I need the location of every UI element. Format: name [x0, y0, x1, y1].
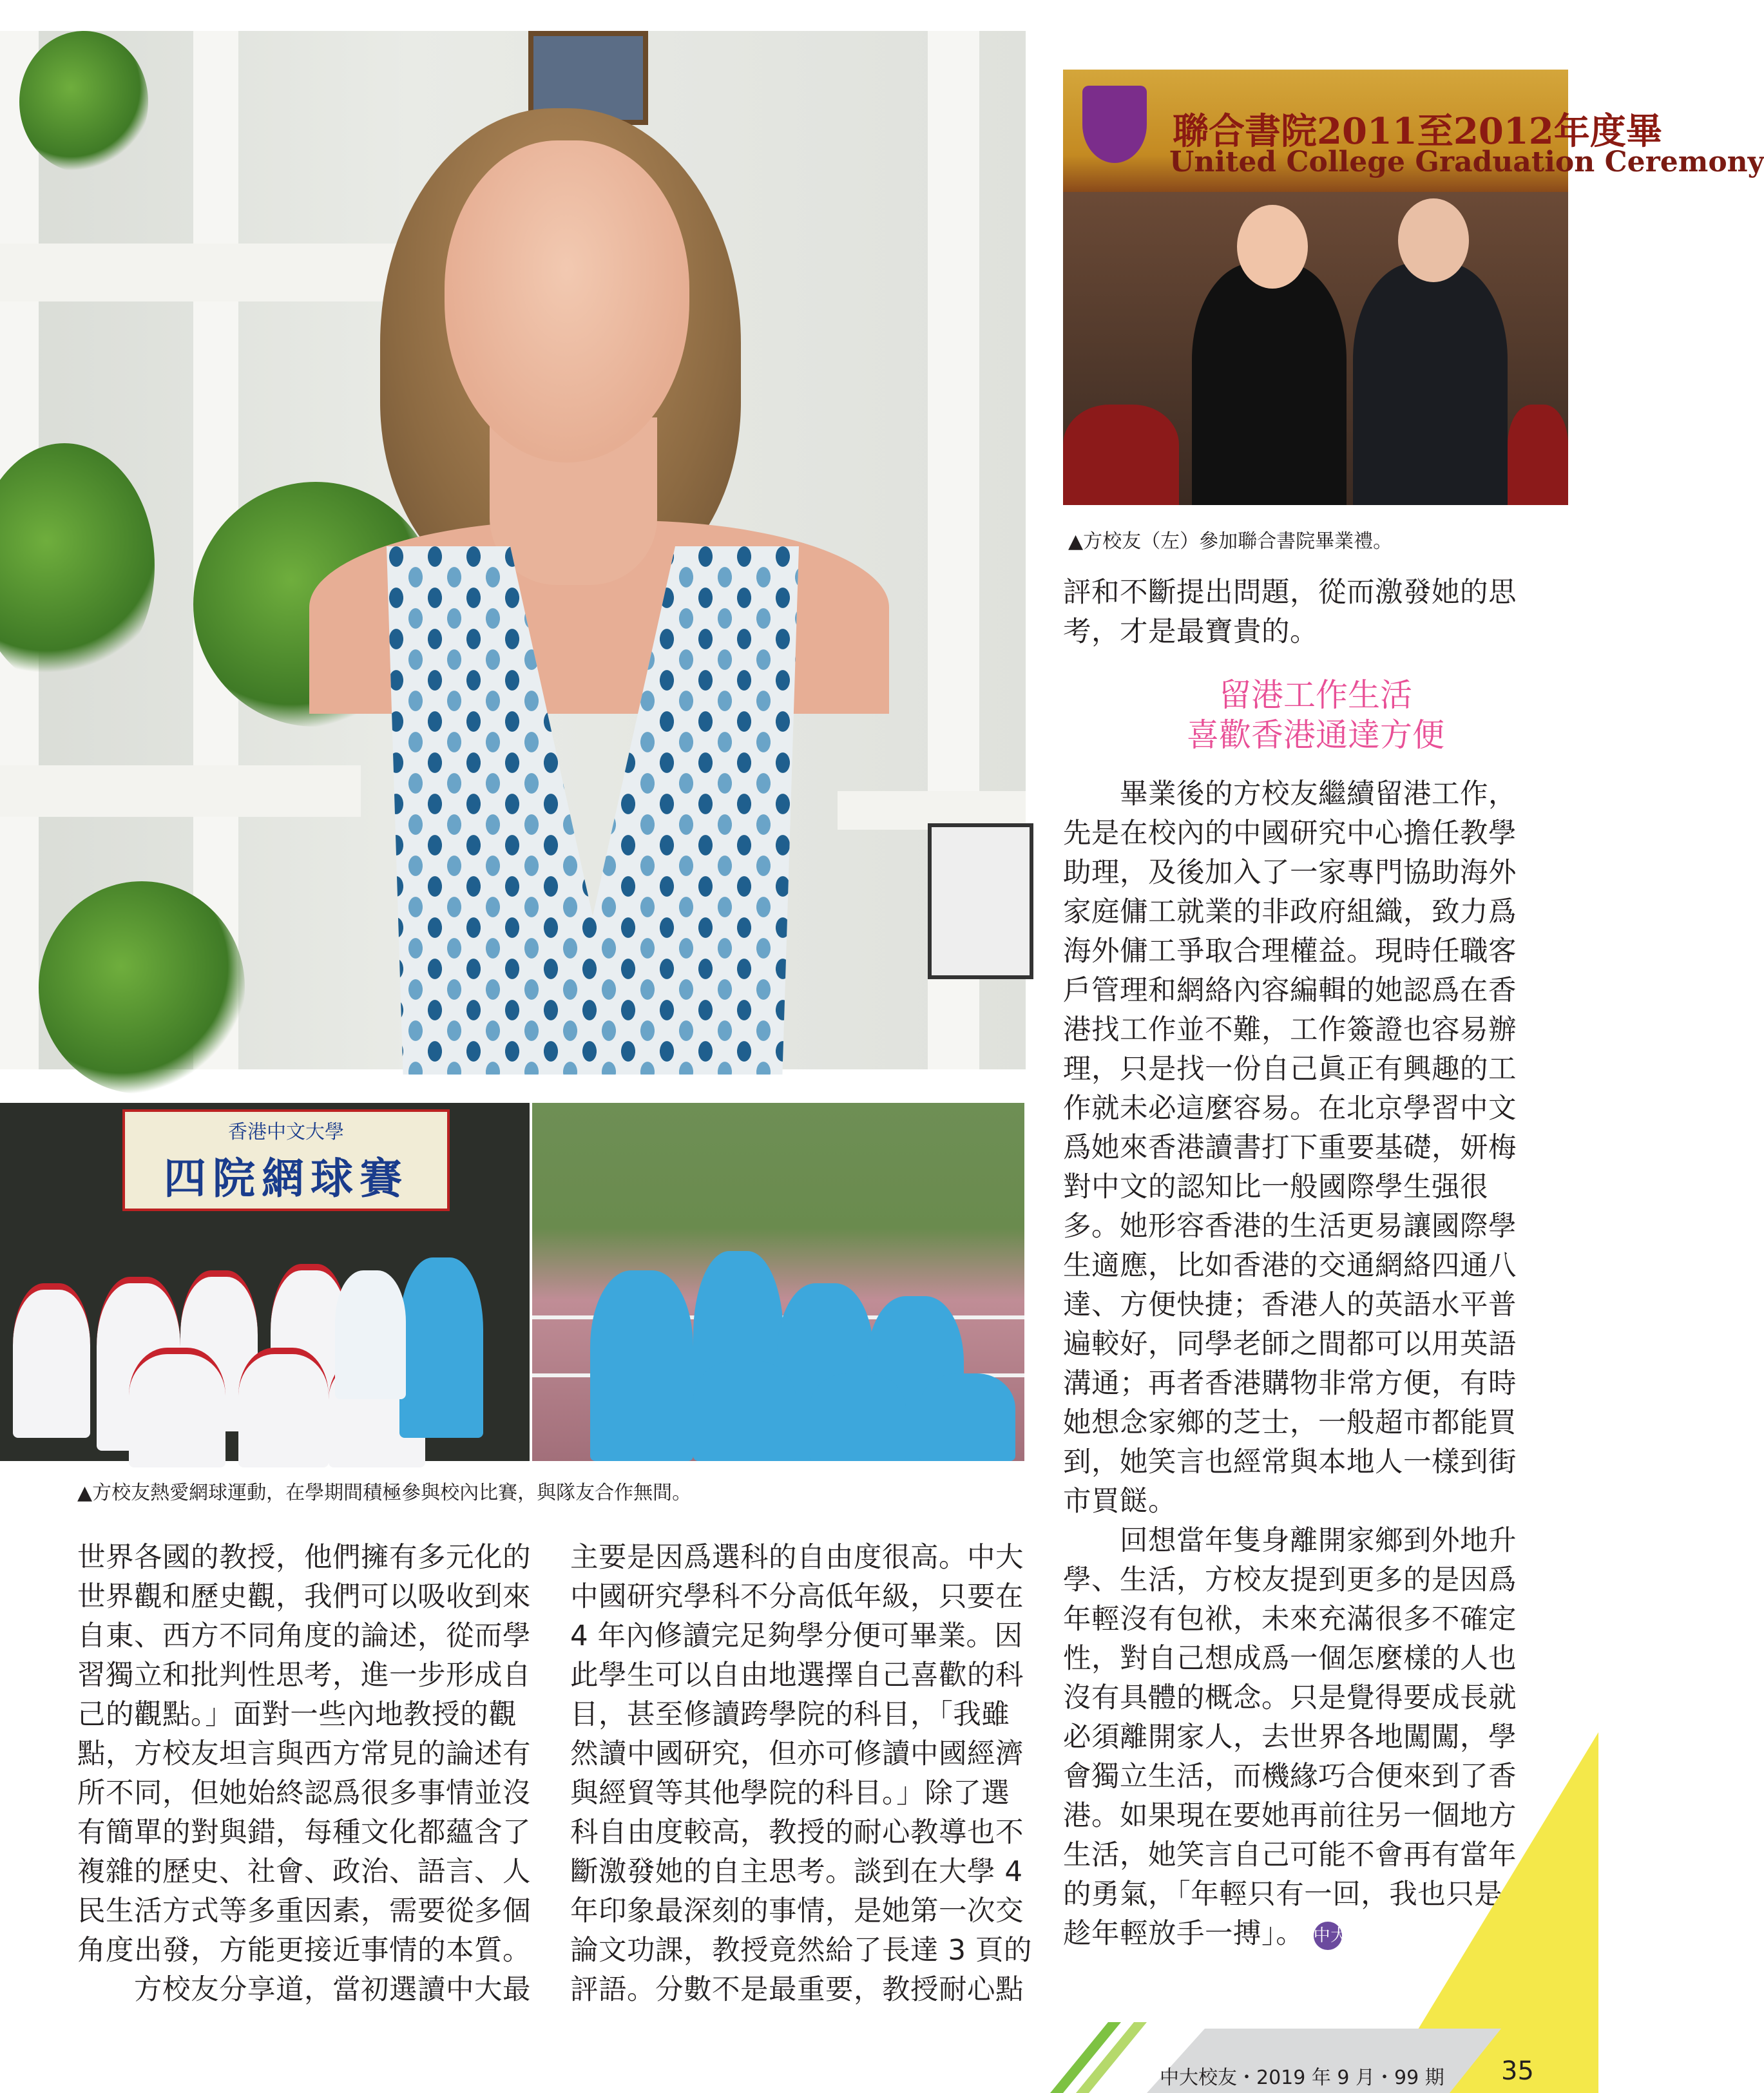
text-line: 方校友分享道，當初選讀中大最: [77, 1974, 531, 2006]
text-line: 回想當年隻身離開家鄉到外地升: [1063, 1525, 1517, 1557]
text-line: 複雜的歷史、社會、政治、語言、人: [77, 1856, 531, 1888]
subheading-line-1: 留港工作生活: [1219, 676, 1412, 714]
section-subheading: [1063, 675, 1568, 755]
graduation-caption: ▲方校友（左）參加聯合書院畢業禮。: [1068, 530, 1393, 553]
middle-column: [570, 1538, 1032, 2010]
text-line: 生活，她笑言自己可能不會再有當年: [1063, 1839, 1517, 1871]
text-line: 點，方校友坦言與西方常見的論述有: [77, 1738, 531, 1770]
tournament-banner: [122, 1109, 450, 1211]
officiator-head: [1398, 198, 1469, 282]
text-line: 遍較好，同學老師之間都可以用英語: [1063, 1328, 1517, 1361]
text-line: 爲她來香港讀書打下重要基礎，妍梅: [1063, 1132, 1517, 1164]
text-line: 世界觀和歷史觀，我們可以吸收到來: [77, 1581, 531, 1613]
plant-image: [19, 31, 148, 173]
page-number: 35: [1501, 2056, 1534, 2086]
audience-row: [1508, 405, 1568, 505]
banner-english-text: United College Graduation Ceremony: [1169, 146, 1764, 178]
banner-university-text: 香港中文大學: [228, 1121, 344, 1143]
official-figure: [335, 1270, 406, 1399]
portrait-photo: [0, 31, 1026, 1069]
text-line: 港。如果現在要她再前往另一個地方: [1063, 1800, 1517, 1832]
left-column: [77, 1538, 531, 2010]
player-figure: [238, 1348, 329, 1467]
text-line: 有簡單的對與錯，每種文化都蘊含了: [77, 1817, 531, 1849]
text-line: 角度出發，方能更接近事情的本質。: [77, 1935, 531, 1967]
player-figure: [13, 1283, 90, 1438]
text-line: 科自由度較高，教授的耐心教導也不: [570, 1817, 1024, 1849]
text-line: 多。她形容香港的生活更易讓國際學: [1063, 1210, 1517, 1243]
text-line: 沒有具體的概念。只是覺得要成長就: [1063, 1682, 1517, 1714]
shelf-board: [0, 244, 451, 301]
graduation-photo: [1063, 70, 1764, 505]
text-line: 到，她笑言也經常與本地人一樣到街: [1063, 1446, 1517, 1478]
tennis-friends-photo: [532, 1103, 1024, 1461]
text-line: 必須離開家人，去世界各地闖闖，學: [1063, 1721, 1517, 1754]
text-line: 考，才是最寶貴的。: [1063, 616, 1318, 648]
graduate-gown: [1192, 263, 1347, 505]
text-line: 溝通；再者香港購物非常方便，有時: [1063, 1368, 1517, 1400]
text-line: 畢業後的方校友繼續留港工作，: [1063, 778, 1517, 810]
right-column-top: [1063, 573, 1517, 652]
banner-title-text: 四院網球賽: [164, 1154, 408, 1203]
text-line: 習獨立和批判性思考，進一步形成自: [77, 1659, 531, 1692]
plant-image: [39, 881, 245, 1094]
shelf-board: [0, 765, 361, 817]
player-figure: [590, 1270, 693, 1461]
text-line: 會獨立生活，而機緣巧合便來到了香: [1063, 1761, 1517, 1793]
face: [445, 140, 689, 463]
text-line: 的勇氣，「年輕只有一回，我也只是: [1063, 1878, 1503, 1911]
tennis-team-photo: [0, 1103, 530, 1461]
text-line: 性，對自己想成爲一個怎麼樣的人也: [1063, 1643, 1517, 1675]
text-line: 市買餸。: [1063, 1486, 1176, 1518]
player-figure: [129, 1348, 225, 1467]
university-crest: [1082, 86, 1147, 163]
text-line: 年輕沒有包袱，未來充滿很多不確定: [1063, 1603, 1517, 1636]
graduate-head: [1237, 205, 1308, 289]
tennis-caption: ▲方校友熱愛網球運動，在學期間積極參與校內比賽，與隊友合作無間。: [77, 1482, 692, 1504]
framed-sketch: [928, 823, 1033, 979]
text-line: 所不同，但她始終認爲很多事情並沒: [77, 1777, 531, 1810]
end-mark-icon: 中大: [1314, 1922, 1342, 1950]
text-line: 民生活方式等多重因素，需要從多個: [77, 1895, 531, 1927]
text-line: 學、生活，方校友提到更多的是因爲: [1063, 1564, 1517, 1596]
subheading-line-2: 喜歡香港通達方便: [1187, 716, 1444, 754]
text-line: 與經貿等其他學院的科目。」除了選: [570, 1777, 1010, 1810]
plant-image: [0, 443, 155, 688]
text-line: 年印象最深刻的事情，是她第一次交: [570, 1895, 1024, 1927]
text-line: 生適應，比如香港的交通網絡四通八: [1063, 1250, 1517, 1282]
text-line: 論文功課，教授竟然給了長達 3 頁的: [570, 1935, 1032, 1967]
audience-row: [1063, 405, 1179, 505]
text-line: 評語。分數不是最重要，教授耐心點: [570, 1974, 1024, 2006]
banner-chinese-text: 聯合書院2011至2012年度畢: [1173, 110, 1662, 153]
text-line: 助理，及後加入了一家專門協助海外: [1063, 857, 1517, 889]
text-line: 對中文的認知比一般國際學生强很: [1063, 1171, 1488, 1203]
player-figure: [809, 1373, 906, 1461]
text-line: 自東、西方不同角度的論述，從而學: [77, 1620, 531, 1652]
text-line: 主要是因爲選科的自由度很高。中大: [570, 1542, 1024, 1574]
player-figure: [919, 1373, 1015, 1461]
last-line-text: 趁年輕放手一搏」。: [1063, 1918, 1305, 1950]
text-line: 世界各國的教授，他們擁有多元化的: [77, 1542, 531, 1574]
text-line: 4 年內修讀完足夠學分便可畢業。因: [570, 1620, 1023, 1652]
text-line: 目，甚至修讀跨學院的科目，「我雖: [570, 1699, 1010, 1731]
coach-figure: [399, 1257, 483, 1438]
text-line: 作就未必這麼容易。在北京學習中文: [1063, 1093, 1517, 1125]
text-line: 然讀中國研究，但亦可修讀中國經濟: [570, 1738, 1024, 1770]
text-line: 評和不斷提出問題，從而激發她的思: [1063, 577, 1517, 609]
text-line: 戶管理和網絡內容編輯的她認爲在香: [1063, 975, 1517, 1007]
officiator-suit: [1353, 263, 1508, 505]
text-line: 己的觀點。」面對一些內地教授的觀: [77, 1699, 517, 1731]
footer-publication: 中大校友・2019 年 9 月・99 期: [1160, 2067, 1444, 2089]
text-line: 港找工作並不難，工作簽證也容易辦: [1063, 1014, 1517, 1046]
text-line: 中國研究學科不分高低年級，只要在: [570, 1581, 1024, 1613]
player-figure: [693, 1361, 796, 1461]
text-line: 海外傭工爭取合理權益。現時任職客: [1063, 935, 1517, 968]
text-line: 先是在校內的中國研究中心擔任教學: [1063, 817, 1517, 850]
text-line: 她想念家鄉的芝士，一般超市都能買: [1063, 1407, 1517, 1439]
text-line: 達、方便快捷；香港人的英語水平普: [1063, 1289, 1517, 1321]
text-line: 此學生可以自由地選擇自己喜歡的科: [570, 1659, 1024, 1692]
text-line: 斷激發她的自主思考。談到在大學 4: [570, 1856, 1023, 1888]
text-line: 家庭傭工就業的非政府組織，致力爲: [1063, 896, 1517, 928]
text-line: 理，只是找一份自己眞正有興趣的工: [1063, 1053, 1517, 1085]
